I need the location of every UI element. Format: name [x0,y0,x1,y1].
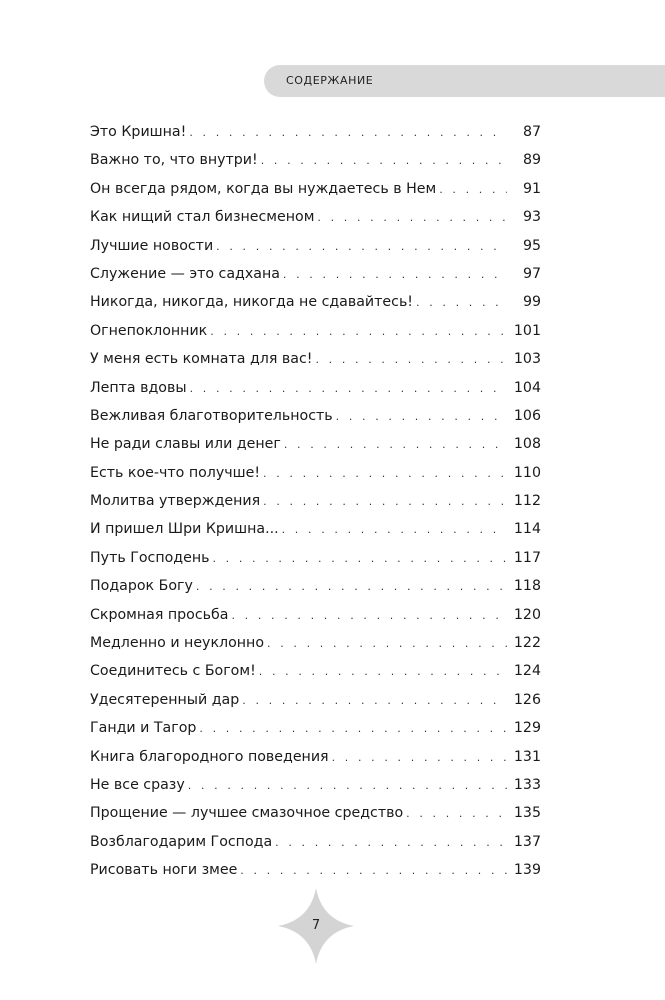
toc-entry-title: Молитва утверждения [90,493,261,510]
toc-entry[interactable] [90,232,541,260]
toc-entry-title: Книга благородного поведения [90,748,329,765]
toc-entry-title: Служение — это садхана [90,265,280,282]
toc-entry-page: 117 [513,549,541,566]
toc-entry-page: 133 [513,776,541,793]
toc-entry-title: Рисовать ноги змее [90,862,238,879]
toc-entry[interactable] [90,629,541,657]
toc-entry-page: 93 [522,209,541,226]
toc-dot-leader [188,772,507,800]
toc-entry-title: Не все сразу [90,776,185,793]
toc-entry-page: 139 [513,862,541,879]
toc-entry-page: 124 [513,663,541,680]
toc-dot-leader [439,176,507,204]
toc-entry-page: 91 [522,180,541,197]
toc-entry-page: 129 [513,720,541,737]
toc-entry-title: Важно то, что внутри! [90,152,258,169]
toc-entry-page: 104 [513,379,541,396]
toc-entry-title: Соединитесь с Богом! [90,663,256,680]
toc-entry[interactable] [90,657,541,685]
toc-entry-page: 112 [513,493,541,510]
toc-entry[interactable] [90,374,541,402]
toc-entry-page: 108 [513,436,541,453]
toc-dot-leader [212,545,507,573]
toc-entry[interactable] [90,459,541,487]
toc-entry[interactable] [90,402,541,430]
toc-entry[interactable] [90,430,541,458]
toc-entry-title: Лепта вдовы [90,379,187,396]
toc-entry-page: 120 [513,606,541,623]
toc-entry-page: 137 [513,833,541,850]
toc-entry-title: Огнепоклонник [90,322,208,339]
toc-entry-page: 106 [513,407,541,424]
toc-entry[interactable] [90,601,541,629]
toc-dot-leader [317,204,507,232]
toc-entry-title: И пришел Шри Кришна... [90,521,279,538]
toc-dot-leader [283,261,507,289]
toc-entry-title: Лучшие новости [90,237,214,254]
toc-entry[interactable] [90,487,541,515]
toc-dot-leader [242,687,507,715]
toc-entry-page: 95 [522,237,541,254]
toc-entry[interactable] [90,515,541,543]
toc-dot-leader [240,857,507,885]
toc-dot-leader [332,744,507,772]
toc-entry[interactable] [90,714,541,742]
toc-entry[interactable] [90,856,541,884]
toc-entry-page: 89 [522,152,541,169]
toc-entry-page: 118 [513,578,541,595]
toc-dot-leader [315,346,507,374]
toc-dot-leader [196,573,507,601]
toc-entry-page: 110 [513,464,541,481]
toc-entry[interactable] [90,544,541,572]
toc-entry[interactable] [90,828,541,856]
toc-entry[interactable] [90,288,541,316]
toc-entry-title: Как нищий стал бизнесменом [90,209,315,226]
toc-dot-leader [199,715,507,743]
table-of-contents [90,118,541,885]
toc-entry-page: 122 [513,635,541,652]
toc-entry-page: 131 [513,748,541,765]
toc-entry[interactable] [90,317,541,345]
toc-entry-title: Не ради славы или денег [90,436,281,453]
toc-dot-leader [216,233,507,261]
toc-entry[interactable] [90,686,541,714]
toc-entry[interactable] [90,743,541,771]
toc-dot-leader [263,488,507,516]
toc-entry[interactable] [90,118,541,146]
page-number-ornament [278,888,354,964]
toc-dot-leader [416,289,507,317]
toc-dot-leader [275,829,507,857]
toc-entry-title: Он всегда рядом, когда вы нуждаетесь в Нем [90,180,437,197]
toc-entry-page: 87 [522,124,541,140]
toc-entry-page: 135 [513,805,541,822]
toc-dot-leader [282,516,507,544]
toc-dot-leader [336,403,507,431]
toc-entry-title: Это Кришна! [90,124,187,140]
toc-entry[interactable] [90,345,541,373]
toc-entry-title: Подарок Богу [90,578,193,595]
toc-entry-page: 103 [513,351,541,368]
toc-entry[interactable] [90,572,541,600]
toc-dot-leader [284,431,507,459]
toc-entry-page: 101 [513,322,541,339]
toc-entry-page: 114 [513,521,541,538]
toc-dot-leader [210,318,507,346]
toc-entry-title: Скромная просьба [90,606,229,623]
toc-entry-title: Путь Господень [90,549,210,566]
toc-dot-leader [263,460,507,488]
toc-entry-title: Вежливая благотворительность [90,407,333,424]
toc-entry-title: Удесятеренный дар [90,691,240,708]
toc-dot-leader [189,119,507,147]
toc-entry-title: Возблагодарим Господа [90,833,273,850]
section-header-bar [264,65,665,97]
toc-entry[interactable] [90,203,541,231]
toc-entry-title: У меня есть комната для вас! [90,351,313,368]
toc-entry-page: 97 [522,265,541,282]
page-number: 7 [311,918,321,933]
toc-entry-title: Ганди и Тагор [90,720,197,737]
toc-entry-title: Никогда, никогда, никогда не сдавайтесь! [90,294,413,311]
toc-entry[interactable] [90,146,541,174]
toc-entry-page: 99 [522,294,541,311]
toc-dot-leader [406,800,507,828]
toc-entry[interactable] [90,799,541,827]
toc-entry[interactable] [90,771,541,799]
toc-entry-page: 126 [513,691,541,708]
toc-dot-leader [190,375,507,403]
toc-entry-title: Прощение — лучшее смазочное средство [90,805,404,822]
toc-dot-leader [261,147,507,175]
toc-dot-leader [231,602,507,630]
toc-dot-leader [267,630,507,658]
toc-entry[interactable] [90,260,541,288]
section-title: СОДЕРЖАНИЕ [286,74,374,87]
toc-entry[interactable] [90,175,541,203]
toc-dot-leader [259,658,507,686]
toc-entry-title: Медленно и неуклонно [90,635,264,652]
toc-entry-title: Есть кое-что получше! [90,464,261,481]
